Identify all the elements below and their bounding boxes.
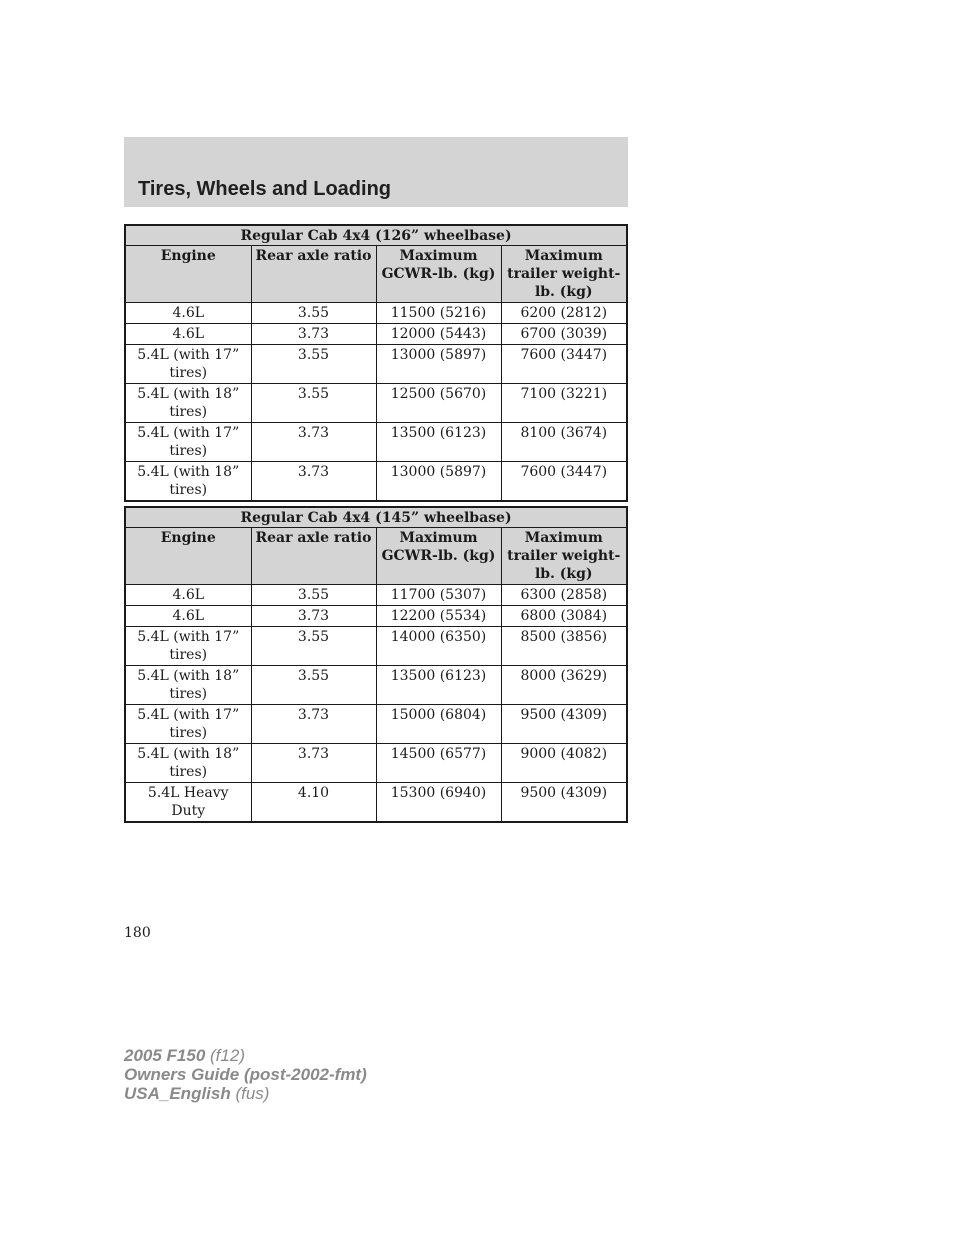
cell-axle-ratio: 3.55 (251, 345, 376, 384)
cell-axle-ratio: 3.55 (251, 627, 376, 666)
cell-gcwr: 13000 (5897) (376, 462, 501, 502)
table-body (125, 303, 627, 502)
cell-trailer-weight: 7100 (3221) (501, 384, 627, 423)
footer-guide: Owners Guide (post-2002-fmt) (124, 1065, 367, 1084)
table-caption: Regular Cab 4x4 (145” wheelbase) (125, 507, 627, 528)
section-header (124, 137, 628, 207)
cell-gcwr: 15300 (6940) (376, 783, 501, 823)
cell-trailer-weight: 8500 (3856) (501, 627, 627, 666)
cell-gcwr: 11700 (5307) (376, 585, 501, 606)
cell-gcwr: 13500 (6123) (376, 423, 501, 462)
cell-axle-ratio: 3.73 (251, 423, 376, 462)
cell-engine: 5.4L (with 18” tires) (125, 744, 251, 783)
towing-table-145-wheelbase (124, 506, 628, 823)
cell-gcwr: 13500 (6123) (376, 666, 501, 705)
cell-trailer-weight: 6800 (3084) (501, 606, 627, 627)
cell-axle-ratio: 3.73 (251, 462, 376, 502)
cell-engine: 5.4L (with 18” tires) (125, 666, 251, 705)
cell-engine: 5.4L (with 18” tires) (125, 384, 251, 423)
footer-model: 2005 F150 (124, 1046, 206, 1065)
cell-engine: 4.6L (125, 324, 251, 345)
column-header-trailer-weight: Maximum trailer weight-lb. (kg) (501, 246, 627, 303)
cell-gcwr: 12500 (5670) (376, 384, 501, 423)
document-footer (124, 1046, 367, 1103)
footer-line-language (124, 1084, 367, 1103)
table-row (125, 303, 627, 324)
table-caption: Regular Cab 4x4 (126” wheelbase) (125, 225, 627, 246)
cell-engine: 5.4L (with 17” tires) (125, 705, 251, 744)
cell-gcwr: 12200 (5534) (376, 606, 501, 627)
cell-trailer-weight: 6300 (2858) (501, 585, 627, 606)
cell-axle-ratio: 3.73 (251, 606, 376, 627)
table-row (125, 666, 627, 705)
column-header-axle-ratio: Rear axle ratio (251, 528, 376, 585)
cell-trailer-weight: 9500 (4309) (501, 783, 627, 823)
cell-engine: 4.6L (125, 303, 251, 324)
cell-trailer-weight: 8100 (3674) (501, 423, 627, 462)
column-header-engine: Engine (125, 528, 251, 585)
cell-engine: 5.4L (with 17” tires) (125, 345, 251, 384)
table-row (125, 744, 627, 783)
cell-trailer-weight: 7600 (3447) (501, 345, 627, 384)
table-row (125, 627, 627, 666)
cell-gcwr: 14000 (6350) (376, 627, 501, 666)
cell-gcwr: 11500 (5216) (376, 303, 501, 324)
table-row (125, 345, 627, 384)
cell-trailer-weight: 7600 (3447) (501, 462, 627, 502)
column-header-engine: Engine (125, 246, 251, 303)
towing-table-126-wheelbase (124, 224, 628, 502)
cell-trailer-weight: 8000 (3629) (501, 666, 627, 705)
cell-engine: 4.6L (125, 606, 251, 627)
cell-axle-ratio: 3.73 (251, 744, 376, 783)
cell-axle-ratio: 3.55 (251, 666, 376, 705)
table-row (125, 606, 627, 627)
cell-axle-ratio: 4.10 (251, 783, 376, 823)
column-header-gcwr: Maximum GCWR-lb. (kg) (376, 246, 501, 303)
cell-engine: 5.4L (with 17” tires) (125, 423, 251, 462)
footer-language-code: (fus) (230, 1084, 270, 1103)
section-title: Tires, Wheels and Loading (138, 178, 392, 200)
cell-axle-ratio: 3.55 (251, 303, 376, 324)
cell-engine: 5.4L (with 17” tires) (125, 627, 251, 666)
column-header-trailer-weight: Maximum trailer weight-lb. (kg) (501, 528, 627, 585)
table-row (125, 462, 627, 502)
table-row (125, 585, 627, 606)
cell-gcwr: 15000 (6804) (376, 705, 501, 744)
cell-gcwr: 12000 (5443) (376, 324, 501, 345)
table-row (125, 324, 627, 345)
footer-language: USA_English (124, 1084, 231, 1103)
table-row (125, 705, 627, 744)
table-body (125, 585, 627, 823)
page-number: 180 (124, 925, 151, 941)
table-row (125, 783, 627, 823)
cell-trailer-weight: 9000 (4082) (501, 744, 627, 783)
cell-gcwr: 14500 (6577) (376, 744, 501, 783)
footer-line-guide (124, 1065, 367, 1084)
cell-axle-ratio: 3.55 (251, 384, 376, 423)
cell-trailer-weight: 6700 (3039) (501, 324, 627, 345)
cell-gcwr: 13000 (5897) (376, 345, 501, 384)
table-row (125, 384, 627, 423)
cell-trailer-weight: 6200 (2812) (501, 303, 627, 324)
cell-engine: 5.4L (with 18” tires) (125, 462, 251, 502)
table-row (125, 423, 627, 462)
footer-line-model (124, 1046, 367, 1065)
cell-engine: 5.4L Heavy Duty (125, 783, 251, 823)
column-header-axle-ratio: Rear axle ratio (251, 246, 376, 303)
cell-axle-ratio: 3.73 (251, 324, 376, 345)
cell-trailer-weight: 9500 (4309) (501, 705, 627, 744)
cell-axle-ratio: 3.55 (251, 585, 376, 606)
cell-engine: 4.6L (125, 585, 251, 606)
column-header-gcwr: Maximum GCWR-lb. (kg) (376, 528, 501, 585)
cell-axle-ratio: 3.73 (251, 705, 376, 744)
footer-model-code: (f12) (205, 1046, 245, 1065)
